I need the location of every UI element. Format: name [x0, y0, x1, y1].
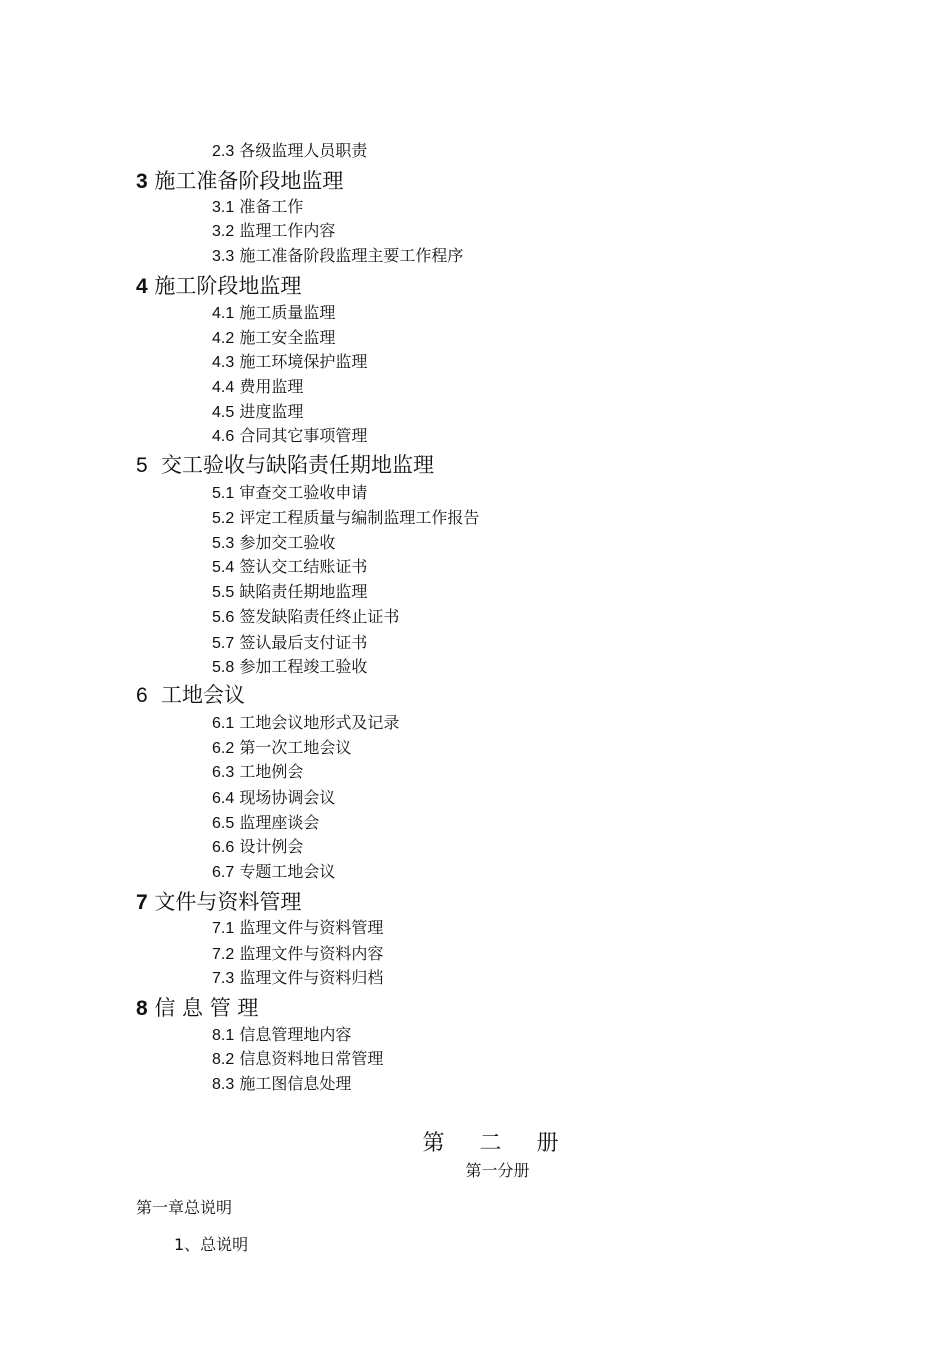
toc-entry-title: 监理文件与资料管理 [239, 918, 384, 937]
toc-entry-title: 现场协调会议 [239, 788, 336, 807]
toc-entry-number: 6.6 [212, 839, 235, 856]
toc-entry-number: 7.1 [212, 920, 235, 937]
toc-section-entry [212, 510, 479, 527]
toc-entry-number: 8.3 [212, 1076, 235, 1093]
toc-entry-title: 信息管理地内容 [239, 1025, 352, 1044]
toc-entry-title: 监理工作内容 [239, 221, 336, 240]
toc-entry-number: 6.4 [212, 790, 235, 807]
toc-entry-number: 7 [136, 891, 148, 914]
toc-entry-title: 监理文件与资料内容 [239, 944, 384, 963]
toc-chapter-entry [136, 998, 258, 1019]
toc-section-entry [212, 946, 383, 963]
toc-entry-title: 专题工地会议 [239, 862, 336, 881]
toc-section-entry [212, 659, 367, 676]
toc-entry-number: 5.3 [212, 535, 235, 552]
toc-entry-title: 信 息 管 理 [154, 996, 259, 1020]
toc-section-entry [212, 815, 319, 832]
toc-entry-title: 信息资料地日常管理 [239, 1049, 384, 1068]
toc-entry-title: 设计例会 [239, 837, 304, 856]
toc-entry-number: 6.1 [212, 715, 235, 732]
toc-chapter-entry [136, 455, 434, 476]
toc-entry-title: 施工准备阶段监理主要工作程序 [239, 246, 464, 265]
toc-entry-number: 2.3 [212, 143, 235, 160]
toc-entry-number: 6 [136, 684, 148, 707]
toc-section-entry [212, 535, 335, 552]
toc-entry-number: 7.2 [212, 946, 235, 963]
toc-entry-number: 5 [136, 454, 148, 477]
toc-entry-number: 6.5 [212, 815, 235, 832]
toc-section-entry [212, 428, 367, 445]
toc-entry-title: 监理座谈会 [239, 813, 320, 832]
toc-entry-title: 施工安全监理 [239, 328, 336, 347]
toc-entry-number: 5.2 [212, 510, 235, 527]
toc-entry-number: 3.1 [212, 199, 235, 216]
toc-entry-title: 施工阶段地监理 [154, 274, 302, 298]
toc-chapter-entry [136, 685, 245, 706]
toc-section-entry [212, 609, 399, 626]
toc-section-entry [212, 559, 367, 576]
toc-section-entry [212, 330, 335, 347]
toc-section-entry [212, 143, 367, 160]
toc-entry-title: 监理文件与资料归档 [239, 968, 384, 987]
toc-entry-title: 进度监理 [239, 402, 304, 421]
toc-entry-title: 施工质量监理 [239, 303, 336, 322]
volume-subtitle: 第一分册 [465, 1161, 530, 1180]
toc-entry-number: 5.4 [212, 559, 235, 576]
toc-entry-number: 4.2 [212, 330, 235, 347]
toc-entry-number: 5.5 [212, 584, 235, 601]
toc-entry-number: 5.1 [212, 485, 235, 502]
toc-section-entry [212, 485, 367, 502]
toc-section-entry [212, 920, 383, 937]
toc-entry-number: 3 [136, 170, 148, 193]
toc-section-entry [212, 199, 303, 216]
toc-entry-title: 工地例会 [239, 762, 304, 781]
toc-entry-number: 3.2 [212, 223, 235, 240]
toc-entry-title: 文件与资料管理 [154, 890, 302, 914]
toc-section-entry [212, 839, 303, 856]
toc-chapter-entry [136, 892, 301, 913]
toc-entry-title: 参加工程竣工验收 [239, 657, 368, 676]
toc-entry-title: 评定工程质量与编制监理工作报告 [239, 508, 480, 527]
toc-section-entry [212, 790, 335, 807]
toc-entry-number: 4.6 [212, 428, 235, 445]
toc-entry-title: 合同其它事项管理 [239, 426, 368, 445]
toc-chapter-entry [136, 276, 301, 297]
toc-entry-number: 5.7 [212, 635, 235, 652]
toc-entry-number: 8.2 [212, 1051, 235, 1068]
toc-entry-title: 签认交工结账证书 [239, 557, 368, 576]
toc-entry-title: 准备工作 [239, 197, 304, 216]
toc-section-entry [212, 379, 303, 396]
toc-entry-title: 工地会议地形式及记录 [239, 713, 400, 732]
toc-entry-number: 7.3 [212, 970, 235, 987]
toc-entry-number: 5.8 [212, 659, 235, 676]
toc-entry-number: 4.1 [212, 305, 235, 322]
toc-section-entry [212, 970, 383, 987]
toc-section-entry [212, 1051, 383, 1068]
toc-section-entry [212, 404, 303, 421]
toc-entry-number: 4.5 [212, 404, 235, 421]
toc-entry-title: 交工验收与缺陷责任期地监理 [161, 453, 435, 477]
toc-entry-title: 缺陷责任期地监理 [239, 582, 368, 601]
toc-section-entry [212, 305, 335, 322]
toc-section-entry [212, 864, 335, 881]
toc-entry-number: 6.2 [212, 740, 235, 757]
toc-section-entry [212, 584, 367, 601]
volume-title: 第 二 册 [422, 1131, 573, 1156]
toc-section-entry [212, 715, 399, 732]
toc-entry-number: 4.3 [212, 354, 235, 371]
toc-section-entry [212, 354, 367, 371]
toc-section-entry [212, 248, 463, 265]
section-heading: 1、总说明 [174, 1235, 249, 1254]
toc-entry-title: 第一次工地会议 [239, 738, 352, 757]
toc-entry-title: 审查交工验收申请 [239, 483, 368, 502]
chapter-heading: 第一章总说明 [136, 1198, 233, 1217]
toc-entry-title: 工地会议 [161, 683, 246, 707]
toc-entry-title: 施工准备阶段地监理 [154, 169, 344, 193]
toc-section-entry [212, 740, 351, 757]
toc-entry-title: 签发缺陷责任终止证书 [239, 607, 400, 626]
toc-section-entry [212, 223, 335, 240]
toc-entry-title: 施工环境保护监理 [239, 352, 368, 371]
toc-entry-title: 签认最后支付证书 [239, 633, 368, 652]
toc-chapter-entry [136, 171, 343, 192]
toc-entry-number: 8 [136, 997, 148, 1020]
toc-section-entry [212, 1076, 351, 1093]
toc-section-entry [212, 1027, 351, 1044]
toc-entry-title: 参加交工验收 [239, 533, 336, 552]
toc-entry-number: 8.1 [212, 1027, 235, 1044]
toc-section-entry [212, 764, 303, 781]
toc-entry-title: 施工图信息处理 [239, 1074, 352, 1093]
toc-section-entry [212, 635, 367, 652]
toc-entry-number: 4 [136, 275, 148, 298]
toc-entry-title: 各级监理人员职责 [239, 141, 368, 160]
toc-entry-number: 4.4 [212, 379, 235, 396]
toc-entry-number: 6.7 [212, 864, 235, 881]
toc-entry-title: 费用监理 [239, 377, 304, 396]
toc-entry-number: 6.3 [212, 764, 235, 781]
toc-entry-number: 3.3 [212, 248, 235, 265]
toc-entry-number: 5.6 [212, 609, 235, 626]
